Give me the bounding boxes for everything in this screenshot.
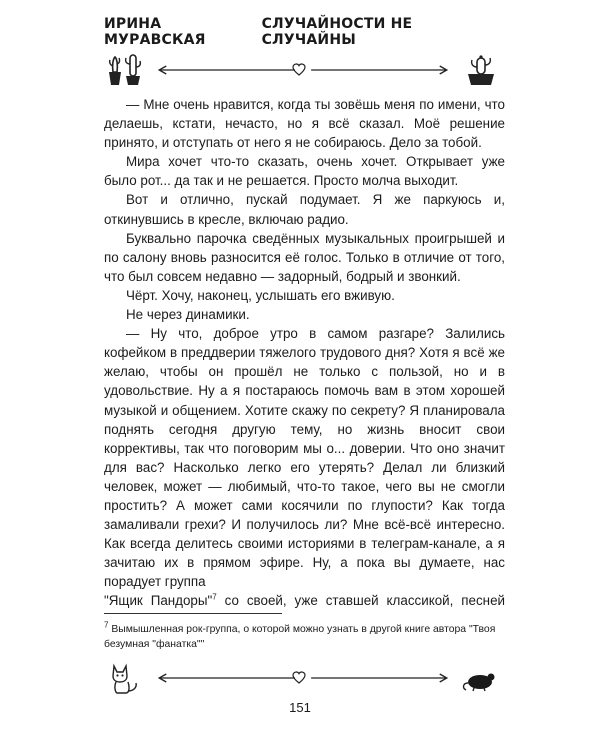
page-number: 151 [289,700,311,715]
paragraph-last-line [104,591,505,610]
footnote-mark: 7 [104,620,109,630]
running-header-book-title: СЛУЧАЙНОСТИ НЕ СЛУЧАЙНЫ [261,16,413,48]
footnote-separator [104,613,282,614]
mouse-icon [460,660,502,696]
footnote-reference: 7 [212,592,217,602]
paragraph: Буквально парочка сведённых музыкальных проигрышей и по салону вновь разносится её голос. Только в отличие от того, что был совсем недавно — задорный, бодрый и звонкий. [104,230,505,284]
paragraph: Вот и отлично, пускай подумает. Я же паркуюсь и, откинувшись в кресле, включаю радио. [104,192,505,227]
paragraph: Не через динамики. [126,307,250,323]
band-name: "Ящик Пандоры" [104,593,213,609]
cactus-pot-icon [460,52,502,88]
last-line-continuation: со своей, уже ставшей классикой, песней [216,593,505,609]
cat-icon [104,660,146,696]
heart-icon [292,671,306,684]
page-body [104,95,505,611]
footnote [104,622,505,652]
footnote-text: Вымышленная рок-группа, о которой можно узнать в другой книге автора "Твоя безумная "фанатка"" [104,624,496,650]
running-header [104,16,502,48]
running-header-author: ИРИНА МУРАВСКАЯ [104,16,206,48]
heart-icon [292,63,306,76]
paragraph: — Мне очень нравится, когда ты зовёшь меня по имени, что делаешь, кстати, нечасто, но я всё сказал. Моё решение принято, и отступать от него я не собираюсь. Дело за тобой. [104,97,505,151]
paragraph: Чёрт. Хочу, наконец, услышать его вживую. [126,287,395,303]
paragraph: — Ну что, доброе утро в самом разгаре? Залились кофейком в преддверии тяжелого трудового дня? Хотя я всё же желаю, чтобы он прошёл не только с пользой, но и в удовольствие. Ну а я постараюсь помочь вам в этом хорошей музыкой и общением. Хотите скажу по секрету? Я планировала поднять сегодня другую тему, но жизнь вносит свои коррективы, так что поговорим мы о... доверии. Что оно значит для вас? Насколько легко его утерять? Делал ли близкий человек, может — любимый, что-то такое, чего вы не смогли простить? А может сами косячили по глупости? Как тогда замаливали грехи? И получилось ли? Мне всё-всё интересно. Как всегда делитесь своими историями в телеграм-канале, а я зачитаю их в прямом эфире. Ну, а пока вы думаете, нас порадует группа [104,326,505,590]
paragraph: Мира хочет что-то сказать, очень хочет. Открывает уже было рот... да так и не решается. Просто молча выходит. [104,154,505,189]
cactus-pots-icon [104,52,146,88]
